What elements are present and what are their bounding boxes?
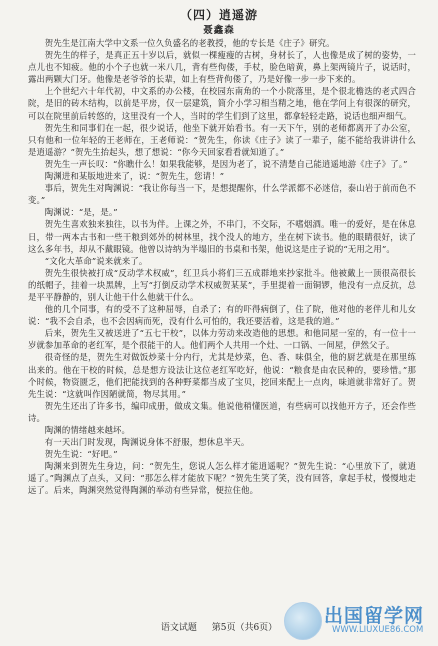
article-author: 聂鑫森 (203, 25, 235, 36)
paragraph: 他的几个同事，有的受不了这种屈辱，自杀了；有的吓得病倒了，住了院，他对他的老伴儿和儿女说：“我不会自杀，也不会因病而死，没有什么可怕的，我还要活着，这是我的道。” (28, 304, 416, 327)
paragraph: 贺先生和同事们在一起，很少说话，他坐下就开始看书。有一天下午，别的老师都离开了办公室，只有他和一位年轻的王老师在，王老师说：“贺先生，你读《庄子》读了一辈子，能不能给我讲讲什么是逍遥游？”贺先生抬起头，想了想说：“你今天回家看看就知道了。” (28, 122, 416, 157)
footer-page-number: 第5页（共6页） (211, 623, 278, 633)
paragraph: 很奇怪的是，贺先生对做饭炒菜十分内行，尤其是炒菜，色、香、味俱全，他的厨艺就是在那里练出来的。他在干校的时候，总是想方设法让这位老红军吃好，他说：“粮食是由农民种的，要珍惜。”那个时候，物资匮乏，他们把能找到的各种野菜都当成了宝贝，挖回来配上一点肉，味道就非常好了。贺先生说：“这就叫作因陋就简，物尽其用。” (28, 352, 416, 399)
footer-subject: 语文试题 (160, 623, 197, 633)
paragraph: 贺先生一声长叹：“你瞧什么！如果我能够，是因为老了，说不清楚自己能逍遥地游《庄子》了。” (44, 158, 408, 169)
paragraph: 后来，贺先生又被送进了“五七干校”，以体力劳动来改造他的思想。和他同屋一室的，有一位十一岁就参加革命的老红军，是个很能干的人。他们两个人共用一个灶、一口锅、一间屋，伊然父子。 (28, 328, 416, 351)
paragraph: 贺先生很快被打成“反动学术权威”，红卫兵小将们三五成群地来抄家批斗。他被戴上一顶很高很长的纸帽子，挂着一块黑牌，上写“打倒反动学术权威贺某某”，手里提着一面铜锣，他没有一点反抗，总是平平静静的，别人让他干什么他就干什么。 (28, 267, 416, 302)
paragraph: 贺先生喜欢独来独往，以书为伴。上课之外，不串门，不交际，不嗜烟酒。唯一的爱好，是在休息日，带一两本古书和一些干粮到郊外的树林里，找个没人的地方，坐在树下读书。他的眼睛很好，读了这么多年书，却从不戴眼镜。他曾以诗纳为半塌旧的书桌和书架，他说这是庄子说的“无用之用”。 (28, 219, 416, 254)
paragraph: 陶渊的情绪越来越坏。 (44, 425, 131, 435)
paragraph: 有一天出门时发现，陶渊说身体不舒服，想休息半天。 (44, 437, 250, 448)
paragraph: 陶渊说：“是，是。” (44, 207, 118, 218)
paragraph: 上个世纪六十年代初，中文系的办公楼，在校园东南角的一个小院落里，是个很北檐迭的老式四合院，是旧的砖木结构，以前是平房，仅一层建筑，简介小学习相当精之地，他在学问上有很深的研究，可以在院里前后转悠的，这里没有一个人，当时的学生们到了这里，都拿轻轻走路，说话也细声细气。 (28, 86, 416, 121)
paragraph: 事后，贺先生对陶渊说：“我让你每当一下，是想提醒你，什么学派都不必迷信，泰山岩于前而色不变。” (28, 183, 416, 206)
globe-icon (284, 602, 322, 640)
paragraph: 贺先生是江南大学中文系一位久负盛名的老教授，他的专长是《庄子》研究。 (44, 38, 335, 48)
paragraph: 贺先生还出了许多书，编印成册，做成文集。他说他稍懂医道，有些病可以找他开方子，还会作些诗。 (28, 400, 416, 423)
article-body (28, 37, 416, 497)
watermark-logo (280, 598, 432, 642)
article-title: （四）逍遥游 (179, 8, 258, 22)
paragraph: 贺先生说：“好吧。” (44, 449, 118, 460)
paragraph: 陶渊进和某版地进来了，说：“贺先生，您请！” (44, 171, 225, 182)
watermark-url: WWW.LIUXUE86.COM (332, 625, 424, 635)
paragraph: 贺先生的样子，是真正五十岁以后，就似一棵瘦瘦的古树，身材长了，人也像是成了树的姿势，一点儿也不知疲。他的小个子也就一米八几，背有些佝偻，手杖，脸色暗黄，鼻上架两镜片子，说话时，露出两颗大门牙。他像是老爷爷的长辈，如上有些背佝偻了，乃是好像一步一步下来的。 (28, 50, 416, 85)
paragraph: “文化大革命”说来就来了。 (44, 255, 148, 266)
watermark-name: 出国留学网 (324, 605, 425, 627)
paragraph: 陶渊来到贺先生身边，问：“贺先生，您说人怎么样才能逍遥呢？”贺先生说：“心里放下了，就逍遥了。”陶渊点了点头，又问：“那怎么样才能放下呢？”贺先生笑了笑，没有回答，拿起手杖，慢慢地走远了。后来，陶渊突然觉得陶渊的举动有些异常，便拉住他。 (28, 461, 416, 496)
